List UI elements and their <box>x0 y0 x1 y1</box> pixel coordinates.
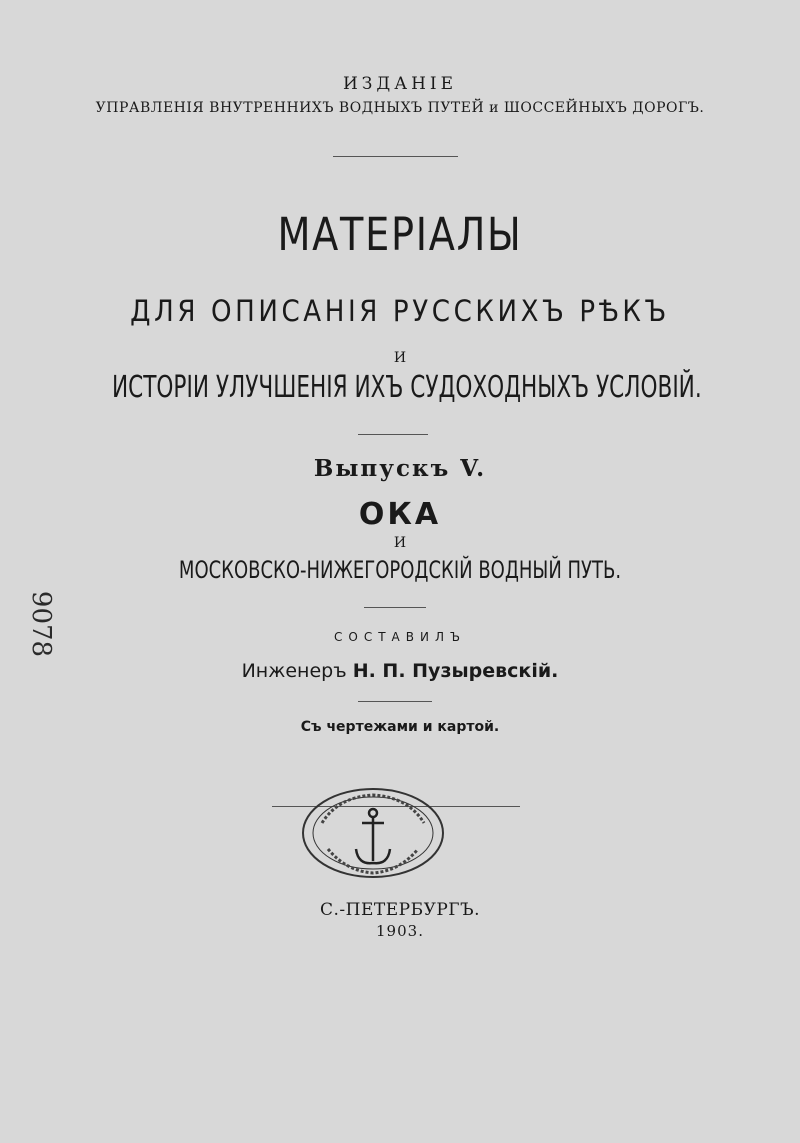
divider-author <box>358 701 432 702</box>
illustrations-note: Съ чертежами и картой. <box>300 719 500 735</box>
imprint-year: 1903. <box>376 922 424 940</box>
divider-title <box>358 434 428 435</box>
anchor-icon <box>356 809 390 863</box>
author-name: Н. П. Пузыревскій. <box>352 660 559 682</box>
publisher-label: ИЗДАНІЕ <box>342 74 458 94</box>
waterway-name: МОСКОВСКО-НИЖЕГОРОДСКІЙ ВОДНЫЙ ПУТЬ. <box>178 556 622 584</box>
river-name: ОКА <box>358 497 442 532</box>
margin-handwritten-number <box>18 587 62 661</box>
author-line <box>0 660 800 682</box>
subject-conjunction: И <box>393 535 407 551</box>
author-role: Инженеръ <box>241 660 347 682</box>
publisher-name: УПРАВЛЕНІЯ ВНУТРЕННИХЪ ВОДНЫХЪ ПУТЕЙ и ШОССЕЙНЫХЪ ДОРОГЪ. <box>95 100 705 116</box>
title-conjunction: И <box>393 350 407 366</box>
margin-number-text: 9078 <box>26 590 56 658</box>
subtitle-line-2: ИСТОРІИ УЛУЧШЕНІЯ ИХЪ СУДОХОДНЫХЪ УСЛОВІЙ. <box>112 370 702 405</box>
issue-number: Выпускъ V. <box>313 455 487 482</box>
subtitle-line-1: ДЛЯ ОПИСАНІЯ РУССКИХЪ РѢКЪ <box>130 294 670 328</box>
main-title: МАТЕРІАЛЫ <box>277 208 523 261</box>
library-stamp <box>298 783 448 883</box>
divider-top <box>333 156 458 157</box>
compiled-by-label: СОСТАВИЛЪ <box>334 630 466 644</box>
imprint-city: С.-ПЕТЕРБУРГЪ. <box>320 900 480 920</box>
divider-subject <box>364 607 426 608</box>
